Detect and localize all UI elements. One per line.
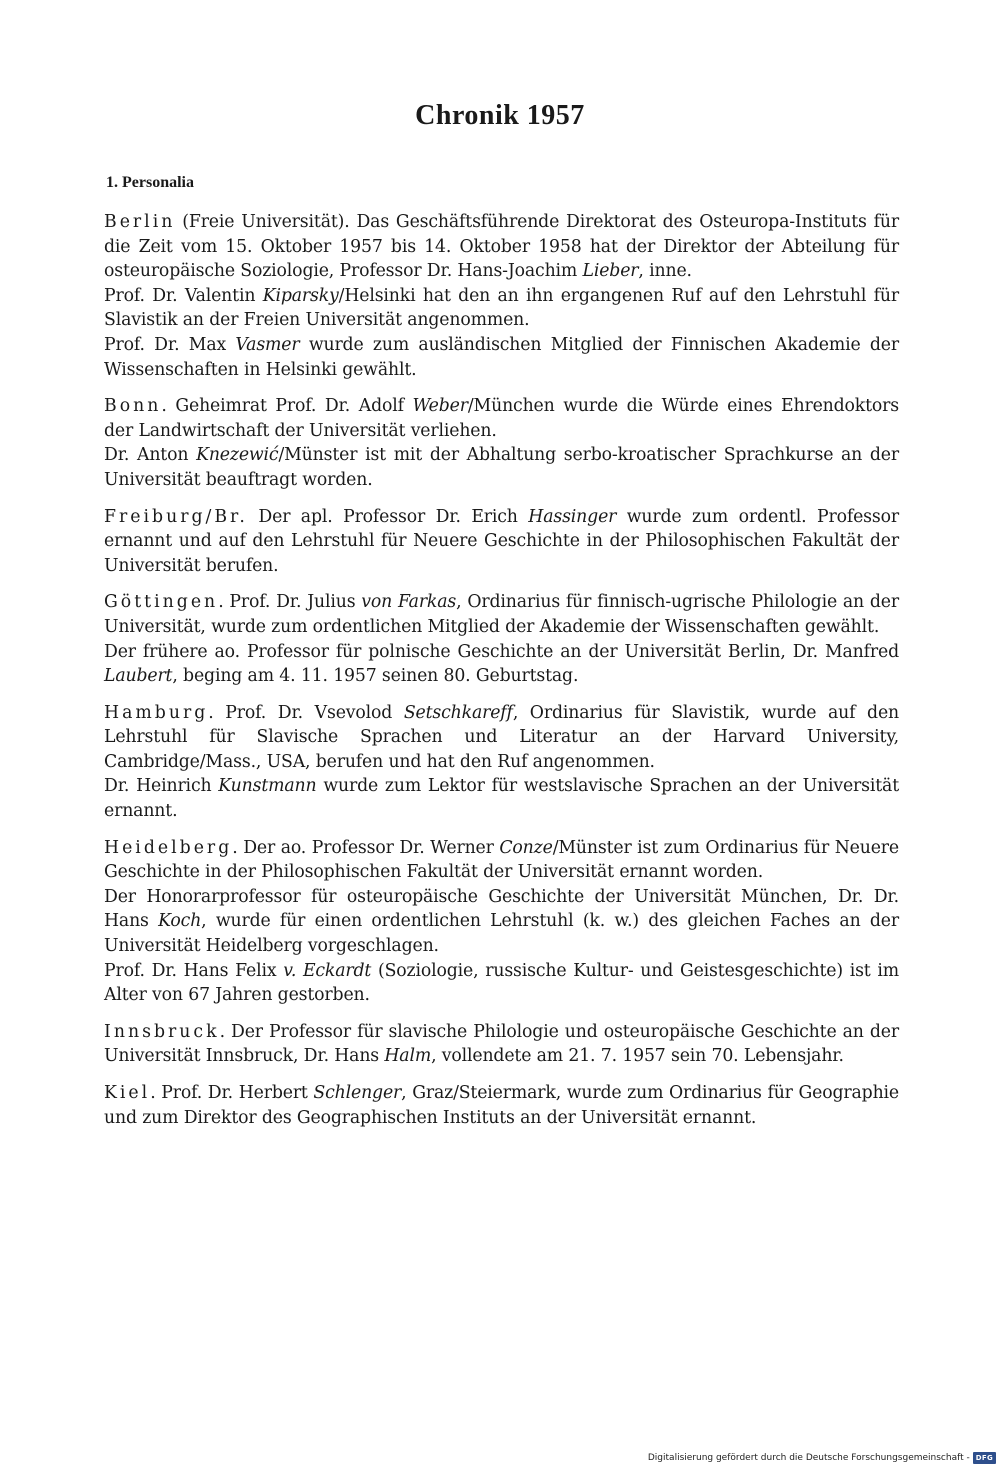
person-surname: Koch <box>158 911 202 932</box>
person-surname: Halm <box>384 1046 432 1067</box>
place-name: Göttingen <box>104 592 219 613</box>
chronicle-entry <box>104 394 899 492</box>
place-name: Innsbruck <box>104 1021 220 1042</box>
entry-paragraph <box>104 1020 899 1069</box>
entry-text: . Geheimrat Prof. Dr. Adolf <box>161 396 413 417</box>
entry-text: , vollendete am 21. 7. 1957 sein 70. Lebensjahr. <box>431 1046 844 1067</box>
footer-credit: Digitalisierung gefördert durch die Deutsche Forschungsgemeinschaft - <box>647 1453 970 1463</box>
entry-text: Prof. Dr. Hans Felix <box>104 960 284 981</box>
person-surname: Conze <box>499 837 553 858</box>
page-title: Chronik 1957 <box>415 100 585 131</box>
entry-paragraph <box>104 590 899 639</box>
entry-text: wurde zum ausländischen Mitglied der Finnischen Akademie der Wissenschaften in Helsinki gewählt. <box>104 334 899 380</box>
entry-paragraph <box>104 505 899 579</box>
place-name: Bonn <box>104 396 162 417</box>
person-surname: Laubert <box>104 666 173 687</box>
person-surname: Setschkareff <box>403 702 513 723</box>
entry-paragraph <box>104 885 899 959</box>
entry-text: Prof. Dr. Max <box>104 334 236 355</box>
entry-paragraph <box>104 701 899 775</box>
entry-paragraph <box>104 959 899 1008</box>
entry-text: , beging am 4. 11. 1957 seinen 80. Geburtstag. <box>172 666 579 687</box>
place-name: Berlin <box>104 212 176 232</box>
person-surname: Knezewić <box>196 445 279 466</box>
person-surname: Lieber <box>582 261 639 282</box>
place-name: Hamburg <box>104 702 209 723</box>
chronicle-entry <box>104 590 899 688</box>
entry-paragraph <box>104 394 899 443</box>
person-surname: Weber <box>412 396 468 417</box>
entry-text: , Graz/Steiermark, wurde zum Ordinarius für Geographie und zum Direktor des Geographischen Instituts an der Universität ernannt. <box>104 1083 899 1128</box>
entry-text: , inne. <box>638 261 692 282</box>
entry-text: , wurde für einen ordentlichen Lehrstuhl (k. w.) des gleichen Faches an der Universität Heidelberg vorgeschlagen. <box>104 911 899 957</box>
entry-text: Prof. Dr. Valentin <box>104 285 263 306</box>
entry-text: (Soziologie, russische Kultur- und Geistesgeschichte) ist im Alter von 67 Jahren gestorben. <box>104 960 899 1006</box>
entry-text: wurde zum ordentl. Professor ernannt und auf den Lehrstuhl für Neuere Geschichte in der Philosophischen Fakultät der Universität berufen. <box>104 506 899 576</box>
person-surname: Hassinger <box>528 506 617 527</box>
entry-text: , Ordinarius für finnisch-ugrische Philologie an der Universität, wurde zum ordentlichen Mitglied der Akademie der Wissenschaften gewählt. <box>104 592 899 637</box>
entry-text: Dr. Heinrich <box>104 776 219 797</box>
chronicle-entry <box>104 1081 899 1130</box>
chronicle-entries <box>104 210 899 1142</box>
dfg-logo: DFG <box>973 1452 996 1464</box>
entry-text: . Prof. Dr. Herbert <box>150 1083 314 1103</box>
entry-text: Der apl. Professor Dr. Erich <box>247 506 529 527</box>
entry-text: . Der Professor für slavische Philologie und osteuropäische Geschichte an der Universität Innsbruck, Dr. Hans <box>104 1021 899 1067</box>
entry-text: /München wurde die Würde eines Ehrendoktors der Landwirtschaft der Universität verliehen. <box>104 396 900 441</box>
person-surname: Vasmer <box>235 334 300 355</box>
person-surname: Schlenger <box>313 1083 402 1103</box>
entry-paragraph <box>104 210 899 284</box>
person-surname: von Farkas <box>361 592 457 613</box>
place-name: Heidelberg <box>104 837 233 858</box>
entry-text: Dr. Anton <box>104 445 197 466</box>
entry-text: . Der ao. Professor Dr. Werner <box>232 837 500 858</box>
entry-text: , Ordinarius für Slavistik, wurde auf den Lehrstuhl für Slavische Sprachen und Literatur an der Harvard University, Cambridge/Mass., USA, berufen und hat den Ruf angenommen. <box>104 702 899 772</box>
chronicle-entry <box>104 505 899 579</box>
entry-text: Der Honorarprofessor für osteuropäische Geschichte der Universität München, Dr. Dr. Hans <box>104 886 899 932</box>
person-surname: Kunstmann <box>218 776 317 797</box>
chronicle-entry <box>104 701 899 824</box>
entry-text: Der frühere ao. Professor für polnische Geschichte an der Universität Berlin, Dr. Manfred <box>104 641 899 662</box>
chronicle-entry <box>104 210 899 382</box>
entry-paragraph <box>104 1081 899 1130</box>
chronicle-entry <box>104 836 899 1008</box>
footer <box>648 1452 996 1464</box>
place-name: Freiburg/Br. <box>104 506 248 527</box>
entry-paragraph <box>104 836 899 885</box>
entry-text: wurde zum Lektor für westslavische Sprachen an der Universität ernannt. <box>104 776 899 822</box>
section-heading: 1. Personalia <box>106 174 194 191</box>
entry-text: (Freie Universität). Das Geschäftsführende Direktorat des Osteuropa-Instituts für die Zeit vom 15. Oktober 1957 bis 14. Oktober 1958 hat der Direktor der Abteilung für osteuropäische Soziologie, Professor Dr. Hans-Joachim <box>104 212 899 282</box>
person-surname: Kiparsky <box>262 285 339 306</box>
chronicle-entry <box>104 1020 899 1069</box>
entry-text: /Münster ist zum Ordinarius für Neuere Geschichte in der Philosophischen Fakultät der Universität ernannt worden. <box>104 837 899 883</box>
person-surname: v. Eckardt <box>283 960 372 981</box>
entry-paragraph <box>104 333 899 382</box>
entry-paragraph <box>104 443 899 492</box>
entry-text: /Münster ist mit der Abhaltung serbo-kroatischer Sprachkurse an der Universität beauftragt worden. <box>104 445 899 490</box>
entry-paragraph <box>104 774 899 823</box>
entry-text: . Prof. Dr. Vsevolod <box>208 702 404 723</box>
entry-text: . Prof. Dr. Julius <box>218 592 362 613</box>
entry-paragraph <box>104 284 899 333</box>
entry-text: /Helsinki hat den an ihn ergangenen Ruf auf den Lehrstuhl für Slavistik an der Freien Universität angenommen. <box>104 285 899 331</box>
place-name: Kiel <box>104 1083 151 1103</box>
entry-paragraph <box>104 640 899 689</box>
